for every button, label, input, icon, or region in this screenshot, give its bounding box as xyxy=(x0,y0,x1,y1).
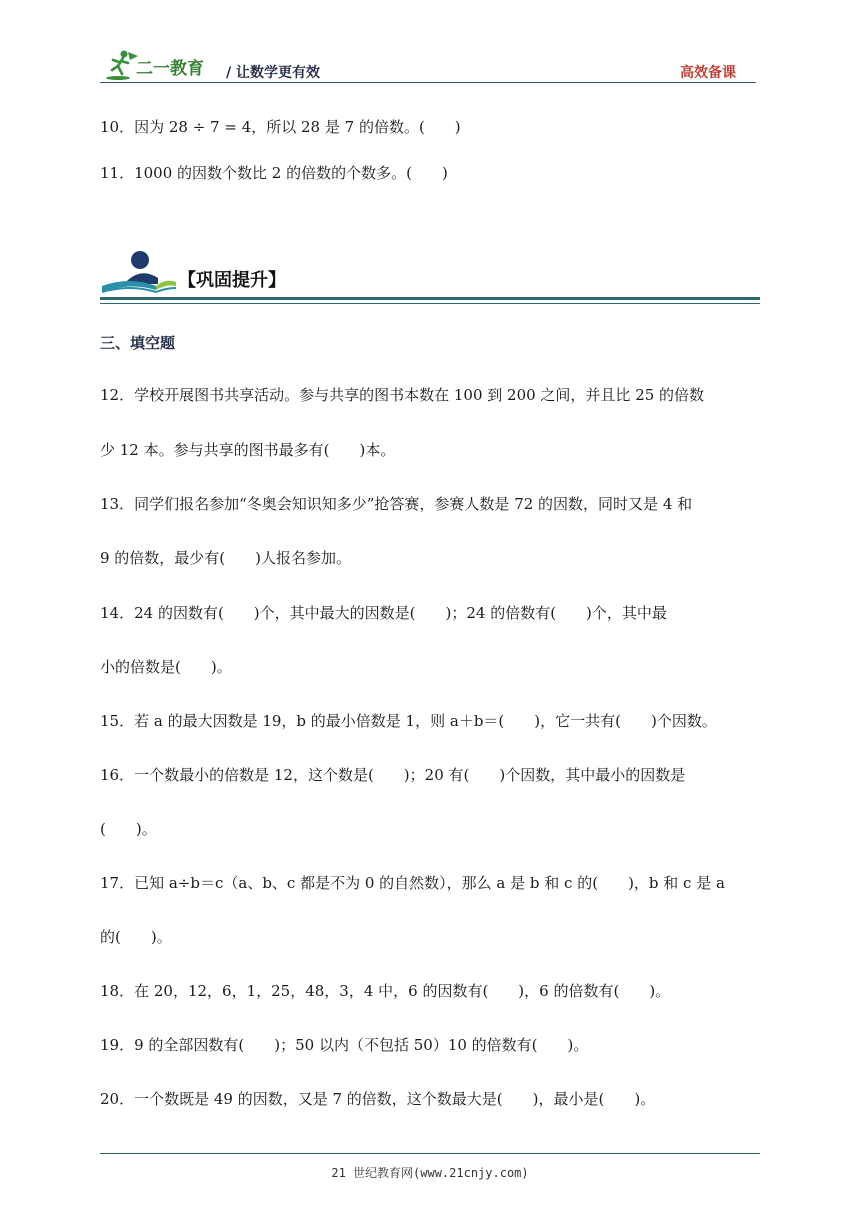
question-16-line2: ( )。 xyxy=(100,820,157,838)
header-right-label: 高效备课 xyxy=(680,65,736,81)
section-subheading: 三、填空题 xyxy=(100,334,176,352)
study-icon xyxy=(100,248,178,298)
question-16-line1: 16．一个数最小的倍数是 12，这个数是( )；20 有( )个因数，其中最小的因数是 xyxy=(100,766,686,784)
brand-logo xyxy=(104,48,214,82)
header-slogan: / 让数学更有效 xyxy=(226,65,320,81)
question-13-line2: 9 的倍数，最少有( )人报名参加。 xyxy=(100,549,352,567)
section-title: 【巩固提升】 xyxy=(178,270,286,291)
section-divider-thin xyxy=(100,303,760,304)
footer-divider xyxy=(100,1153,760,1154)
question-15: 15．若 a 的最大因数是 19，b 的最小倍数是 1，则 a＋b＝( )，它一共有( )个因数。 xyxy=(100,712,717,730)
question-12-line1: 12．学校开展图书共享活动。参与共享的图书本数在 100 到 200 之间，并且比 25 的倍数 xyxy=(100,386,705,404)
question-11: 11．1000 的因数个数比 2 的倍数的个数多。( ) xyxy=(100,164,448,182)
question-10: 10．因为 28 ÷ 7 = 4，所以 28 是 7 的倍数。( ) xyxy=(100,118,461,136)
question-19: 19．9 的全部因数有( )；50 以内（不包括 50）10 的倍数有( )。 xyxy=(100,1036,589,1054)
header-divider xyxy=(100,82,756,83)
footer-text: 21 世纪教育网(www.21cnjy.com) xyxy=(331,1166,529,1180)
runner-logo-icon xyxy=(104,48,214,82)
question-17-line2: 的( )。 xyxy=(100,928,172,946)
question-20: 20．一个数既是 49 的因数，又是 7 的倍数，这个数最大是( )，最小是( )。 xyxy=(100,1090,656,1108)
question-17-line1: 17．已知 a÷b＝c（a、b、c 都是不为 0 的自然数），那么 a 是 b 和 c 的( )，b 和 c 是 a xyxy=(100,874,725,892)
question-18: 18．在 20，12，6，1，25，48，3，4 中，6 的因数有( )，6 的倍数有( )。 xyxy=(100,982,671,1000)
section-divider-thick xyxy=(100,297,760,300)
question-14-line2: 小的倍数是( )。 xyxy=(100,658,232,676)
question-12-line2: 少 12 本。参与共享的图书最多有( )本。 xyxy=(100,441,396,459)
question-14-line1: 14．24 的因数有( )个，其中最大的因数是( )；24 的倍数有( )个，其中最 xyxy=(100,604,667,622)
question-13-line1: 13．同学们报名参加“冬奥会知识知多少”抢答赛，参赛人数是 72 的因数，同时又是 4 和 xyxy=(100,495,693,513)
svg-text:二一教育: 二一教育 xyxy=(136,59,204,79)
